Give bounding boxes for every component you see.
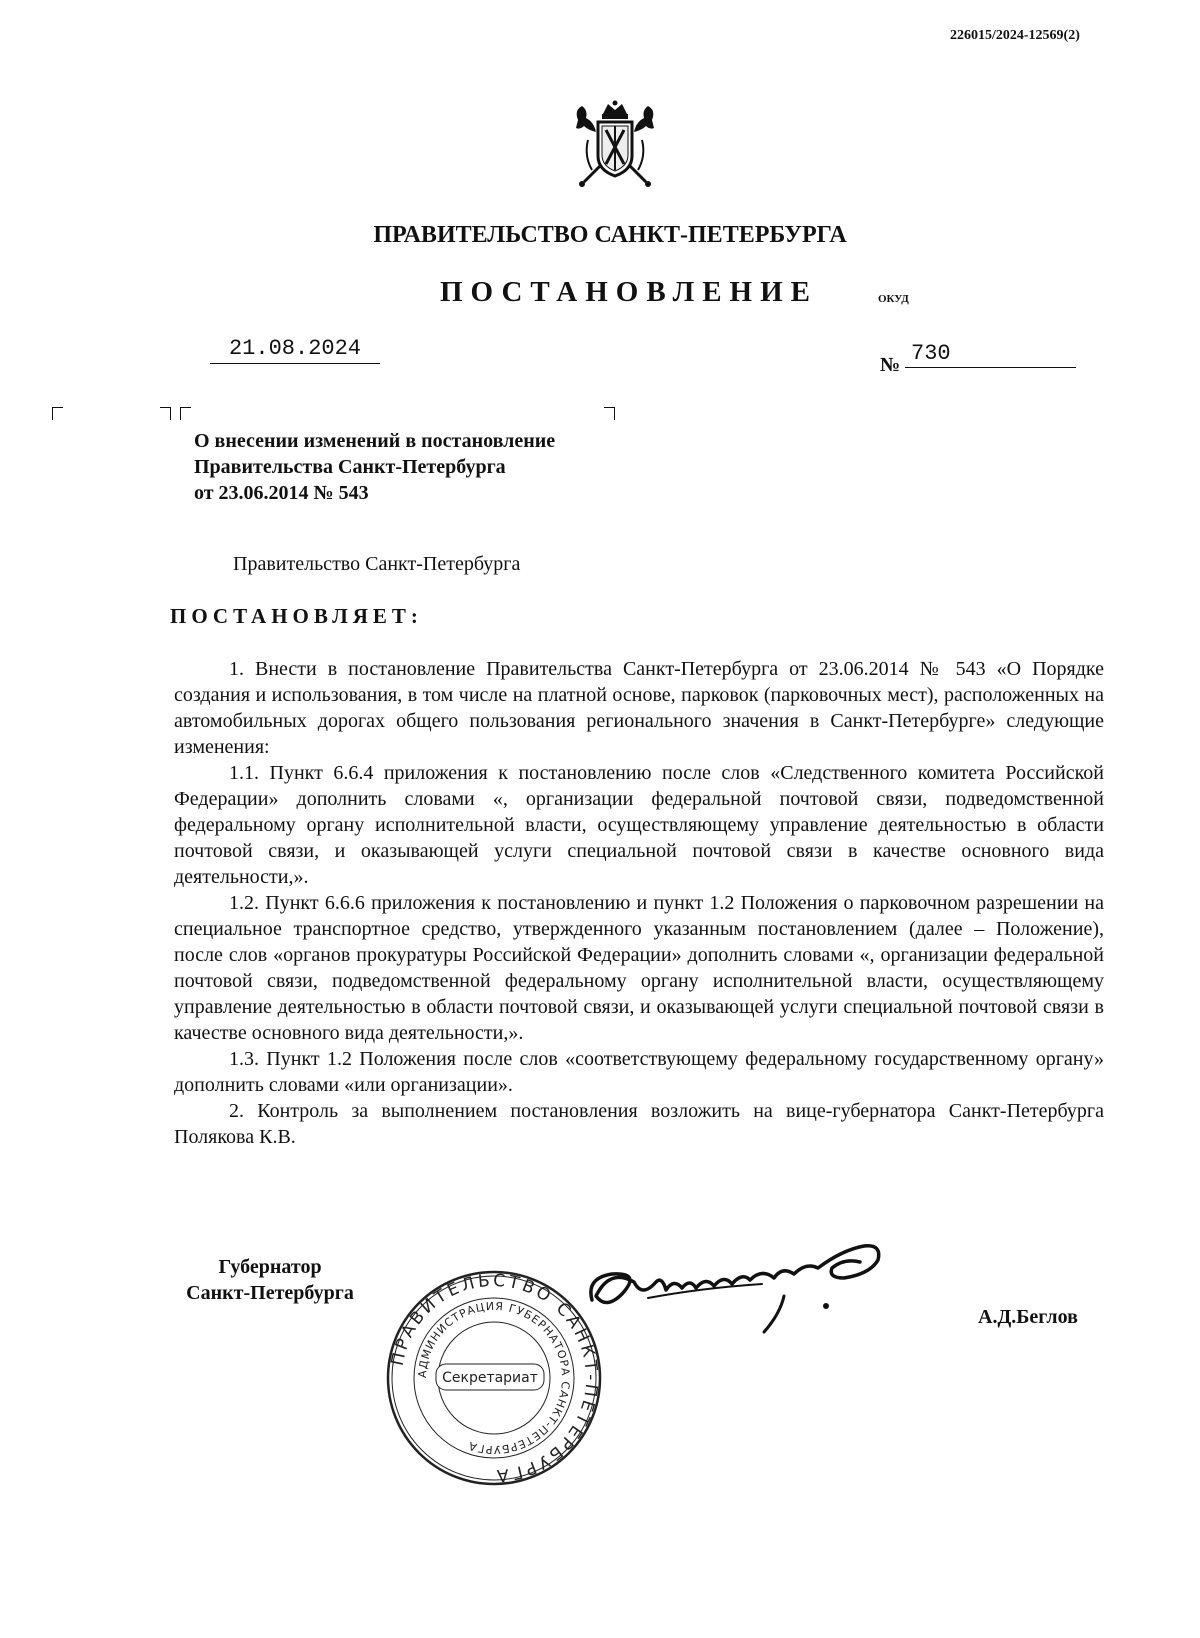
stamp-outer-text: ПРАВИТЕЛЬСТВО САНКТ-ПЕТЕРБУРГА: [387, 1270, 602, 1486]
decree-subject: [194, 428, 634, 506]
stamp-center-text: Секретариат: [442, 1370, 538, 1386]
paragraph: 2. Контроль за выполнением постановления возложить на вице-губернатора Санкт-Петербурга Полякова К.В.: [174, 1100, 1104, 1148]
signatory-position: [170, 1254, 370, 1306]
decree-body: [174, 656, 1104, 1150]
number-label: №: [880, 354, 901, 376]
corner-mark-subject-right: [604, 407, 615, 420]
paragraph: 1.2. Пункт 6.6.6 приложения к постановлению и пункт 1.2 Положения о парковочном разрешении на специальное транспортное средство, утвержденного указанным постановлением (далее – Положение), после слов «органов прокуратуры Российской Федерации» дополнить словами «, организации федеральной почтовой связи, подведомственной федеральному органу исполнительной власти, осуществляющему управление деятельностью в области почтовой связи, и оказывающей услуги специальной почтовой связи в качестве основного вида деятельности,».: [174, 892, 1104, 1044]
stamp-inner-text: АДМИНИСТРАЦИЯ ГУБЕРНАТОРА САНКТ-ПЕТЕРБУРГА: [415, 1299, 573, 1457]
position-line: Санкт-Петербурга: [186, 1282, 354, 1304]
subject-line: Правительства Санкт-Петербурга: [194, 456, 506, 478]
paragraph: 1.3. Пункт 1.2 Положения после слов «соответствующему федеральному государственному органу» дополнить словами «или организации».: [174, 1048, 1104, 1096]
issuer: Правительство Санкт-Петербурга: [233, 553, 521, 575]
corner-mark-subject-left: [180, 407, 191, 420]
resolves-heading: ПОСТАНОВЛЯЕТ:: [170, 604, 423, 628]
corner-mark-inner-right: [160, 407, 171, 420]
official-seal-icon: [384, 1268, 604, 1488]
decree-title: ПОСТАНОВЛЕНИЕ: [440, 276, 819, 308]
okud-label: ОКУД: [878, 293, 909, 305]
subject-line: О внесении изменений в постановление: [194, 430, 556, 452]
corner-mark-left: [52, 407, 63, 420]
government-title: ПРАВИТЕЛЬСТВО САНКТ-ПЕТЕРБУРГА: [373, 222, 847, 248]
saint-petersburg-coat-of-arms-icon: [570, 100, 660, 192]
paragraph: 1.1. Пункт 6.6.4 приложения к постановлению после слов «Следственного комитета Российской Федерации» дополнить словами «, организации федеральной почтовой связи, подведомственной федеральному органу исполнительной власти, осуществляющему управление деятельностью в области почтовой связи, и оказывающей услуги специальной почтовой связи в качестве основного вида деятельности,».: [174, 762, 1104, 888]
signatory-name: А.Д.Беглов: [978, 1306, 1078, 1328]
subject-line: от 23.06.2014 № 543: [194, 482, 369, 504]
decree-date: 21.08.2024: [210, 336, 380, 364]
document-registration-id: 226015/2024-12569(2): [950, 28, 1080, 43]
handwritten-signature-icon: [582, 1238, 912, 1338]
position-line: Губернатор: [218, 1256, 322, 1278]
paragraph: 1. Внести в постановление Правительства Санкт-Петербурга от 23.06.2014 № 543 «О Порядке создания и использования, в том числе на платной основе, парковок (парковочных мест), расположенных на автомобильных дорогах общего пользования регионального значения в Санкт-Петербурге» следующие изменения:: [174, 658, 1104, 758]
decree-number: 730: [905, 341, 1076, 368]
